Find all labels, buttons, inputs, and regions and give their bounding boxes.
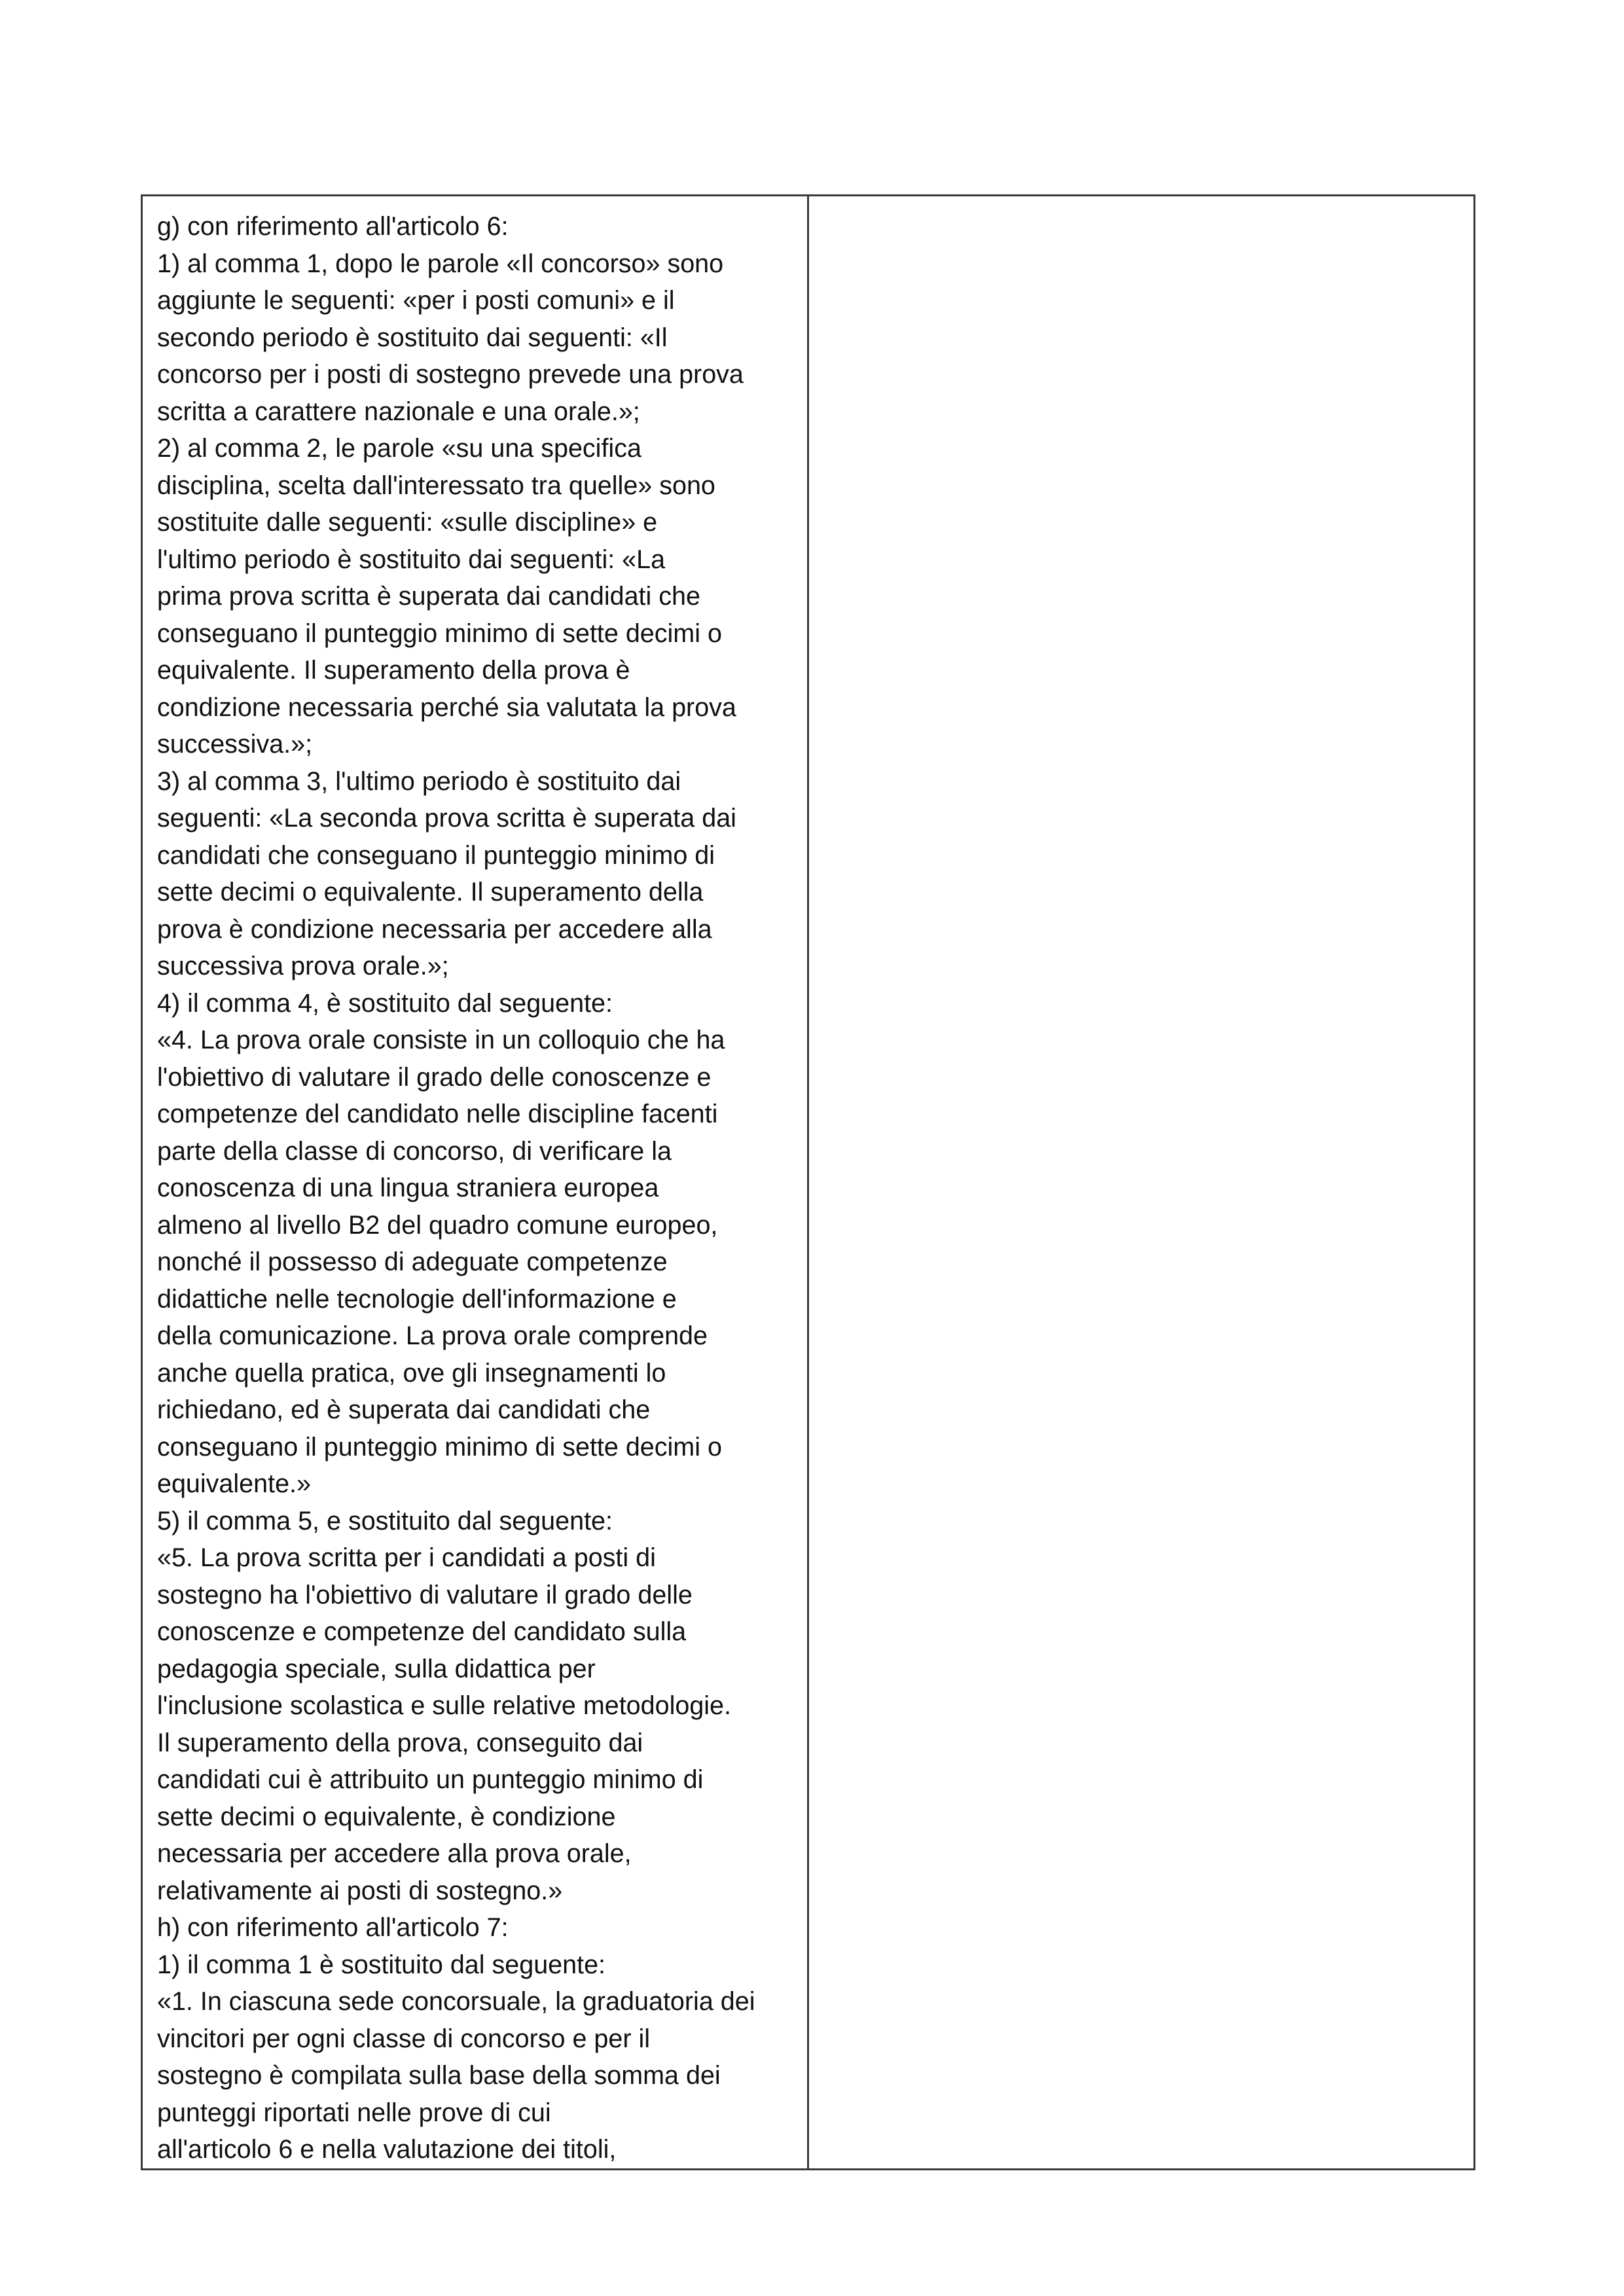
left-cell-text	[143, 196, 807, 2168]
text-line: conoscenze e competenze del candidato sulla	[157, 1617, 687, 1646]
text-line: l'inclusione scolastica e sulle relative metodologie.	[157, 1691, 732, 1720]
text-line: sostegno ha l'obiettivo di valutare il grado delle	[157, 1580, 693, 1609]
right-cell-empty	[808, 196, 1475, 2170]
text-line: conoscenza di una lingua straniera europea	[157, 1174, 659, 1202]
text-line: prima prova scritta è superata dai candidati che	[157, 582, 700, 611]
text-line: sostegno è compilata sulla base della somma dei	[157, 2061, 721, 2090]
text-line: 5) il comma 5, e sostituito dal seguente:	[157, 1506, 613, 1535]
text-line: 4) il comma 4, è sostituito dal seguente:	[157, 988, 613, 1018]
text-line: aggiunte le seguenti: «per i posti comuni» e il	[157, 286, 675, 315]
text-line: all'articolo 6 e nella valutazione dei titoli,	[157, 2135, 617, 2164]
text-line: 2) al comma 2, le parole «su una specifica	[157, 434, 641, 463]
text-line: conseguano il punteggio minimo di sette decimi o	[157, 619, 722, 648]
text-line: necessaria per accedere alla prova orale,	[157, 1839, 632, 1868]
text-line: g) con riferimento all'articolo 6:	[157, 212, 509, 241]
text-line: relativamente ai posti di sostegno.»	[157, 1876, 563, 1905]
text-line: condizione necessaria perché sia valutata la prova	[157, 692, 736, 722]
text-line: l'obiettivo di valutare il grado delle conoscenze e	[157, 1062, 712, 1092]
text-line: equivalente.»	[157, 1469, 311, 1498]
text-line: scritta a carattere nazionale e una orale.»;	[157, 397, 640, 426]
text-line: concorso per i posti di sostegno prevede una prova	[157, 360, 744, 389]
text-line: «5. La prova scritta per i candidati a posti di	[157, 1543, 656, 1572]
text-line: seguenti: «La seconda prova scritta è superata dai	[157, 804, 736, 833]
text-line: sette decimi o equivalente. Il superamento della	[157, 878, 704, 906]
text-line: «4. La prova orale consiste in un colloquio che ha	[157, 1026, 725, 1054]
text-line: almeno al livello B2 del quadro comune europeo,	[157, 1210, 718, 1240]
text-line: sette decimi o equivalente, è condizione	[157, 1802, 616, 1831]
text-line: parte della classe di concorso, di verificare la	[157, 1136, 672, 1166]
text-line: punteggi riportati nelle prove di cui	[157, 2098, 551, 2127]
text-line: 3) al comma 3, l'ultimo periodo è sostituito dai	[157, 766, 681, 796]
text-line: didattiche nelle tecnologie dell'informazione e	[157, 1284, 677, 1314]
text-line: competenze del candidato nelle discipline facenti	[157, 1100, 718, 1128]
text-line: nonché il possesso di adeguate competenze	[157, 1247, 668, 1276]
text-line: anche quella pratica, ove gli insegnamenti lo	[157, 1358, 666, 1388]
text-line: «1. In ciascuna sede concorsuale, la graduatoria dei	[157, 1987, 755, 2016]
text-line: sostituite dalle seguenti: «sulle discipline» e	[157, 508, 658, 537]
text-line: prova è condizione necessaria per accedere alla	[157, 914, 712, 944]
text-line: candidati cui è attribuito un punteggio minimo di	[157, 1765, 704, 1794]
text-line: disciplina, scelta dall'interessato tra quelle» sono	[157, 471, 715, 500]
text-line: equivalente. Il superamento della prova è	[157, 656, 630, 685]
text-line: candidati che conseguano il punteggio minimo di	[157, 840, 715, 870]
left-cell	[142, 196, 808, 2170]
text-line: conseguano il punteggio minimo di sette decimi o	[157, 1432, 722, 1462]
document-table	[141, 194, 1475, 2170]
text-line: successiva.»;	[157, 730, 313, 759]
text-line: pedagogia speciale, sulla didattica per	[157, 1654, 596, 1683]
text-line: Il superamento della prova, conseguito dai	[157, 1728, 643, 1757]
table-row	[142, 196, 1475, 2170]
text-line: 1) al comma 1, dopo le parole «Il concorso» sono	[157, 249, 724, 278]
text-line: 1) il comma 1 è sostituito dal seguente:	[157, 1950, 606, 1979]
text-line: secondo periodo è sostituito dai seguenti: «Il	[157, 323, 668, 352]
text-line: vincitori per ogni classe di concorso e per il	[157, 2024, 651, 2053]
text-line: h) con riferimento all'articolo 7:	[157, 1913, 509, 1942]
text-line: della comunicazione. La prova orale comprende	[157, 1321, 708, 1350]
text-line: successiva prova orale.»;	[157, 952, 449, 980]
text-line: l'ultimo periodo è sostituito dai seguenti: «La	[157, 545, 666, 574]
text-line: richiedano, ed è superata dai candidati che	[157, 1395, 651, 1424]
